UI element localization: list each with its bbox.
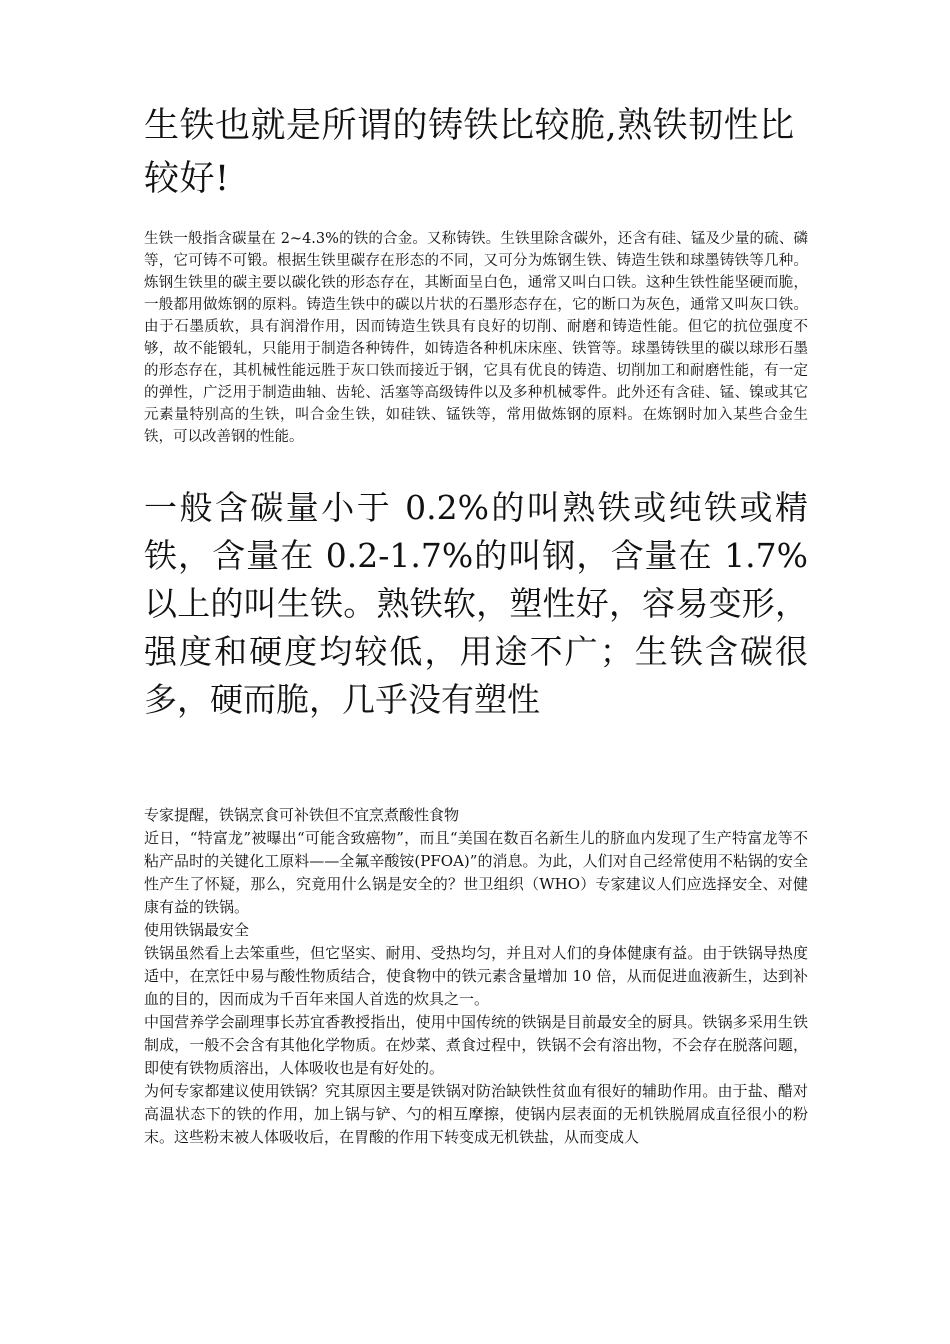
article-subheading: 使用铁锅最安全 xyxy=(144,921,250,939)
article-paragraph-4: 为何专家都建议使用铁锅？究其原因主要是铁锅对防治缺铁性贫血有很好的辅助作用。由于盐、醋对高温状态下的铁的作用，加上锅与铲、勺的相互摩擦，使锅内层表面的无机铁脱屑成直径很小的粉末。这些粉末被人体吸收后，在胃酸的作用下转变成无机铁盐，从而变成人 xyxy=(144,1082,808,1146)
pig-iron-paragraph: 生铁一般指含碳量在 2~4.3%的铁的合金。又称铸铁。生铁里除含碳外，还含有硅、锰及少量的硫、磷等，它可铸不可锻。根据生铁里碳存在形态的不同，又可分为炼钢生铁、铸造生铁和球墨铸铁等几种。炼钢生铁里的碳主要以碳化铁的形态存在，其断面呈白色，通常又叫白口铁。这种生铁性能坚硬而脆，一般都用做炼钢的原料。铸造生铁中的碳以片状的石墨形态存在，它的断口为灰色，通常又叫灰口铁。由于石墨质软，具有润滑作用，因而铸造生铁具有良好的切削、耐磨和铸造性能。但它的抗位强度不够，故不能锻轧，只能用于制造各种铸件，如铸造各种机床床座、铁管等。球墨铸铁里的碳以球形石墨的形态存在，其机械性能远胜于灰口铁而接近于钢，它具有优良的铸造、切削加工和耐磨性能，有一定的弹性，广泛用于制造曲轴、齿轮、活塞等高级铸件以及多种机械零件。此外还有含硅、锰、镍或其它元素量特别高的生铁，叫合金生铁，如硅铁、锰铁等，常用做炼钢的原料。在炼钢时加入某些合金生铁，可以改善钢的性能。 xyxy=(144,231,808,445)
article-heading: 专家提醒，铁锅烹食可补铁但不宜烹煮酸性食物 xyxy=(144,806,460,824)
document-title: 生铁也就是所谓的铸铁比较脆,熟铁韧性比较好! xyxy=(144,106,795,199)
article-paragraph-2: 铁锅虽然看上去笨重些，但它坚实、耐用、受热均匀，并且对人们的身体健康有益。由于铁锅导热度适中，在烹饪中易与酸性物质结合，使食物中的铁元素含量增加 10 倍，从而促进血液新生，达到补血的目的，因而成为千百年来国人首选的炊具之一。 xyxy=(144,944,808,1008)
article-paragraph-3: 中国营养学会副理事长苏宜香教授指出，使用中国传统的铁锅是目前最安全的厨具。铁锅多采用生铁制成，一般不会含有其他化学物质。在炒菜、煮食过程中，铁锅不会有溶出物，不会存在脱落问题，即使有铁物质溶出，人体吸收也是有好处的。 xyxy=(144,1013,808,1077)
article-section xyxy=(144,804,808,1149)
article-paragraph-1: 近日，“特富龙”被曝出“可能含致癌物”，而且“美国在数百名新生儿的脐血内发现了生产特富龙等不粘产品时的关键化工原料——全氟辛酸铵(PFOA)”的消息。为此，人们对自己经常使用不粘锅的安全性产生了怀疑，那么，究竟用什么锅是安全的？世卫组织（WHO）专家建议人们应选择安全、对健康有益的铁锅。 xyxy=(144,829,808,916)
carbon-content-paragraph: 一般含碳量小于 0.2%的叫熟铁或纯铁或精铁，含量在 0.2-1.7%的叫钢，含量在 1.7%以上的叫生铁。熟铁软，塑性好，容易变形，强度和硬度均较低，用途不广；生铁含碳很多，硬而脆，几乎没有塑性 xyxy=(144,488,808,719)
document-page xyxy=(144,100,808,1149)
